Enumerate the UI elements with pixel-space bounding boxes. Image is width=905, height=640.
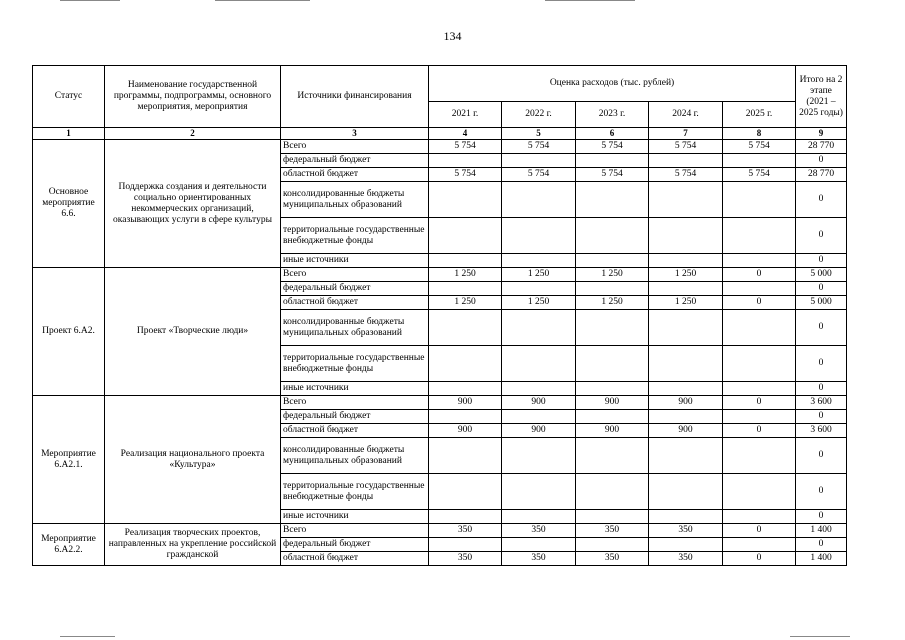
year-value-cell [429, 474, 502, 510]
header-total: Итого на 2 этапе (2021 – 2025 годы) [796, 66, 847, 128]
column-number: 4 [429, 128, 502, 140]
table-row [33, 268, 847, 282]
column-number: 9 [796, 128, 847, 140]
total-value-cell: 5 000 [796, 268, 847, 282]
scan-artifact-top-left [60, 0, 120, 1]
year-value-cell [723, 410, 796, 424]
year-value-cell [502, 438, 576, 474]
scan-artifact-bottom-left [60, 636, 115, 637]
total-value-cell: 0 [796, 510, 847, 524]
header-year: 2025 г. [723, 102, 796, 128]
year-value-cell [502, 254, 576, 268]
total-value-cell: 0 [796, 346, 847, 382]
funding-source-cell: областной бюджет [281, 168, 429, 182]
year-value-cell [502, 218, 576, 254]
year-value-cell [723, 538, 796, 552]
year-value-cell [502, 182, 576, 218]
year-value-cell [576, 154, 649, 168]
year-value-cell: 5 754 [502, 168, 576, 182]
year-value-cell [502, 154, 576, 168]
total-value-cell: 28 770 [796, 140, 847, 154]
year-value-cell: 900 [649, 396, 723, 410]
total-value-cell: 0 [796, 474, 847, 510]
year-value-cell [649, 346, 723, 382]
year-value-cell: 0 [723, 396, 796, 410]
year-value-cell: 5 754 [649, 140, 723, 154]
year-value-cell: 900 [576, 424, 649, 438]
year-value-cell: 350 [502, 552, 576, 566]
header-year: 2021 г. [429, 102, 502, 128]
total-value-cell: 0 [796, 154, 847, 168]
column-number: 8 [723, 128, 796, 140]
event-name-cell: Проект «Творческие люди» [105, 268, 281, 396]
year-value-cell [502, 410, 576, 424]
total-value-cell: 0 [796, 410, 847, 424]
year-value-cell [576, 410, 649, 424]
year-value-cell: 5 754 [649, 168, 723, 182]
year-value-cell [429, 310, 502, 346]
year-value-cell [576, 510, 649, 524]
year-value-cell: 5 754 [723, 140, 796, 154]
funding-source-cell: федеральный бюджет [281, 282, 429, 296]
funding-source-cell: консолидированные бюджеты муниципальных образований [281, 310, 429, 346]
funding-source-cell: Всего [281, 268, 429, 282]
year-value-cell [429, 510, 502, 524]
event-name-cell: Реализация национального проекта «Культура» [105, 396, 281, 524]
year-value-cell [649, 282, 723, 296]
year-value-cell: 0 [723, 424, 796, 438]
scan-artifact-bottom-right [790, 636, 850, 637]
funding-source-cell: федеральный бюджет [281, 410, 429, 424]
year-value-cell: 900 [576, 396, 649, 410]
year-value-cell [502, 310, 576, 346]
budget-table [32, 65, 847, 566]
year-value-cell [649, 510, 723, 524]
year-value-cell: 1 250 [502, 296, 576, 310]
year-value-cell [502, 474, 576, 510]
year-value-cell [576, 282, 649, 296]
year-value-cell [723, 310, 796, 346]
funding-source-cell: областной бюджет [281, 552, 429, 566]
status-cell: Мероприятие 6.А2.1. [33, 396, 105, 524]
year-value-cell [649, 538, 723, 552]
year-value-cell [649, 254, 723, 268]
funding-source-cell: иные источники [281, 254, 429, 268]
total-value-cell: 0 [796, 310, 847, 346]
year-value-cell: 5 754 [723, 168, 796, 182]
year-value-cell [649, 410, 723, 424]
year-value-cell: 1 250 [649, 296, 723, 310]
year-value-cell: 5 754 [502, 140, 576, 154]
year-value-cell: 350 [649, 524, 723, 538]
year-value-cell: 350 [429, 552, 502, 566]
funding-source-cell: федеральный бюджет [281, 538, 429, 552]
funding-source-cell: Всего [281, 396, 429, 410]
total-value-cell: 0 [796, 182, 847, 218]
year-value-cell [429, 218, 502, 254]
year-value-cell: 5 754 [429, 140, 502, 154]
year-value-cell [429, 182, 502, 218]
total-value-cell: 28 770 [796, 168, 847, 182]
column-number: 2 [105, 128, 281, 140]
year-value-cell: 1 250 [502, 268, 576, 282]
year-value-cell: 0 [723, 524, 796, 538]
header-status: Статус [33, 66, 105, 128]
column-number: 3 [281, 128, 429, 140]
year-value-cell [429, 154, 502, 168]
year-value-cell [649, 438, 723, 474]
year-value-cell [429, 410, 502, 424]
year-value-cell: 900 [502, 424, 576, 438]
year-value-cell: 350 [502, 524, 576, 538]
year-value-cell: 5 754 [576, 140, 649, 154]
funding-source-cell: иные источники [281, 382, 429, 396]
year-value-cell [576, 474, 649, 510]
year-value-cell [723, 346, 796, 382]
year-value-cell [576, 182, 649, 218]
year-value-cell [429, 538, 502, 552]
funding-source-cell: территориальные государственные внебюджетные фонды [281, 474, 429, 510]
funding-source-cell: Всего [281, 140, 429, 154]
year-value-cell: 1 250 [429, 268, 502, 282]
total-value-cell: 0 [796, 438, 847, 474]
total-value-cell: 3 600 [796, 424, 847, 438]
year-value-cell [576, 438, 649, 474]
funding-source-cell: иные источники [281, 510, 429, 524]
year-value-cell: 350 [576, 524, 649, 538]
year-value-cell [429, 346, 502, 382]
year-value-cell [649, 310, 723, 346]
year-value-cell [723, 510, 796, 524]
year-value-cell [649, 182, 723, 218]
year-value-cell [429, 282, 502, 296]
year-value-cell [502, 538, 576, 552]
year-value-cell [576, 382, 649, 396]
year-value-cell [502, 282, 576, 296]
funding-source-cell: Всего [281, 524, 429, 538]
column-number: 7 [649, 128, 723, 140]
year-value-cell [723, 438, 796, 474]
scan-artifact-top-mid [215, 0, 310, 1]
year-value-cell [576, 310, 649, 346]
funding-source-cell: консолидированные бюджеты муниципальных образований [281, 182, 429, 218]
total-value-cell: 0 [796, 282, 847, 296]
scan-artifact-top-right [545, 0, 635, 1]
year-value-cell: 5 754 [429, 168, 502, 182]
year-value-cell: 900 [429, 396, 502, 410]
year-value-cell: 1 250 [429, 296, 502, 310]
year-value-cell [576, 538, 649, 552]
year-value-cell [723, 182, 796, 218]
year-value-cell [576, 218, 649, 254]
year-value-cell: 350 [649, 552, 723, 566]
status-cell: Основное мероприятие 6.6. [33, 140, 105, 268]
header-year: 2024 г. [649, 102, 723, 128]
year-value-cell [723, 474, 796, 510]
event-name-cell: Реализация творческих проектов, направленных на укрепление российской гражданской [105, 524, 281, 566]
year-value-cell: 1 250 [576, 268, 649, 282]
funding-source-cell: консолидированные бюджеты муниципальных образований [281, 438, 429, 474]
table-row [33, 140, 847, 154]
funding-source-cell: областной бюджет [281, 296, 429, 310]
funding-source-cell: областной бюджет [281, 424, 429, 438]
funding-source-cell: территориальные государственные внебюджетные фонды [281, 218, 429, 254]
status-cell: Проект 6.А2. [33, 268, 105, 396]
year-value-cell: 900 [649, 424, 723, 438]
page-number: 134 [443, 29, 462, 43]
year-value-cell [429, 254, 502, 268]
total-value-cell: 3 600 [796, 396, 847, 410]
header-sources: Источники финансирования [281, 66, 429, 128]
year-value-cell: 1 250 [576, 296, 649, 310]
total-value-cell: 0 [796, 538, 847, 552]
year-value-cell [502, 346, 576, 382]
year-value-cell [723, 154, 796, 168]
year-value-cell [576, 346, 649, 382]
year-value-cell: 5 754 [576, 168, 649, 182]
year-value-cell [649, 382, 723, 396]
total-value-cell: 0 [796, 218, 847, 254]
year-value-cell [576, 254, 649, 268]
year-value-cell: 350 [576, 552, 649, 566]
year-value-cell [429, 382, 502, 396]
year-value-cell: 0 [723, 296, 796, 310]
header-year: 2023 г. [576, 102, 649, 128]
year-value-cell [723, 218, 796, 254]
year-value-cell: 350 [429, 524, 502, 538]
total-value-cell: 0 [796, 382, 847, 396]
header-year: 2022 г. [502, 102, 576, 128]
year-value-cell [502, 510, 576, 524]
total-value-cell: 1 400 [796, 552, 847, 566]
year-value-cell [502, 382, 576, 396]
year-value-cell: 900 [502, 396, 576, 410]
year-value-cell [723, 382, 796, 396]
table-row [33, 524, 847, 538]
funding-source-cell: территориальные государственные внебюджетные фонды [281, 346, 429, 382]
column-number: 1 [33, 128, 105, 140]
total-value-cell: 1 400 [796, 524, 847, 538]
column-number: 5 [502, 128, 576, 140]
event-name-cell: Поддержка создания и деятельности социально ориентированных некоммерческих организаций, оказывающих услуги в сфере культуры [105, 140, 281, 268]
year-value-cell [649, 474, 723, 510]
total-value-cell: 5 000 [796, 296, 847, 310]
year-value-cell [649, 218, 723, 254]
column-number: 6 [576, 128, 649, 140]
year-value-cell [723, 254, 796, 268]
year-value-cell [723, 282, 796, 296]
year-value-cell: 900 [429, 424, 502, 438]
funding-source-cell: федеральный бюджет [281, 154, 429, 168]
year-value-cell [649, 154, 723, 168]
year-value-cell: 1 250 [649, 268, 723, 282]
header-estimate: Оценка расходов (тыс. рублей) [429, 66, 796, 102]
year-value-cell: 0 [723, 552, 796, 566]
year-value-cell [429, 438, 502, 474]
year-value-cell: 0 [723, 268, 796, 282]
table-row [33, 396, 847, 410]
header-name: Наименование государственной программы, подпрограммы, основного мероприятия, мероприятия [105, 66, 281, 128]
status-cell: Мероприятие 6.А2.2. [33, 524, 105, 566]
total-value-cell: 0 [796, 254, 847, 268]
